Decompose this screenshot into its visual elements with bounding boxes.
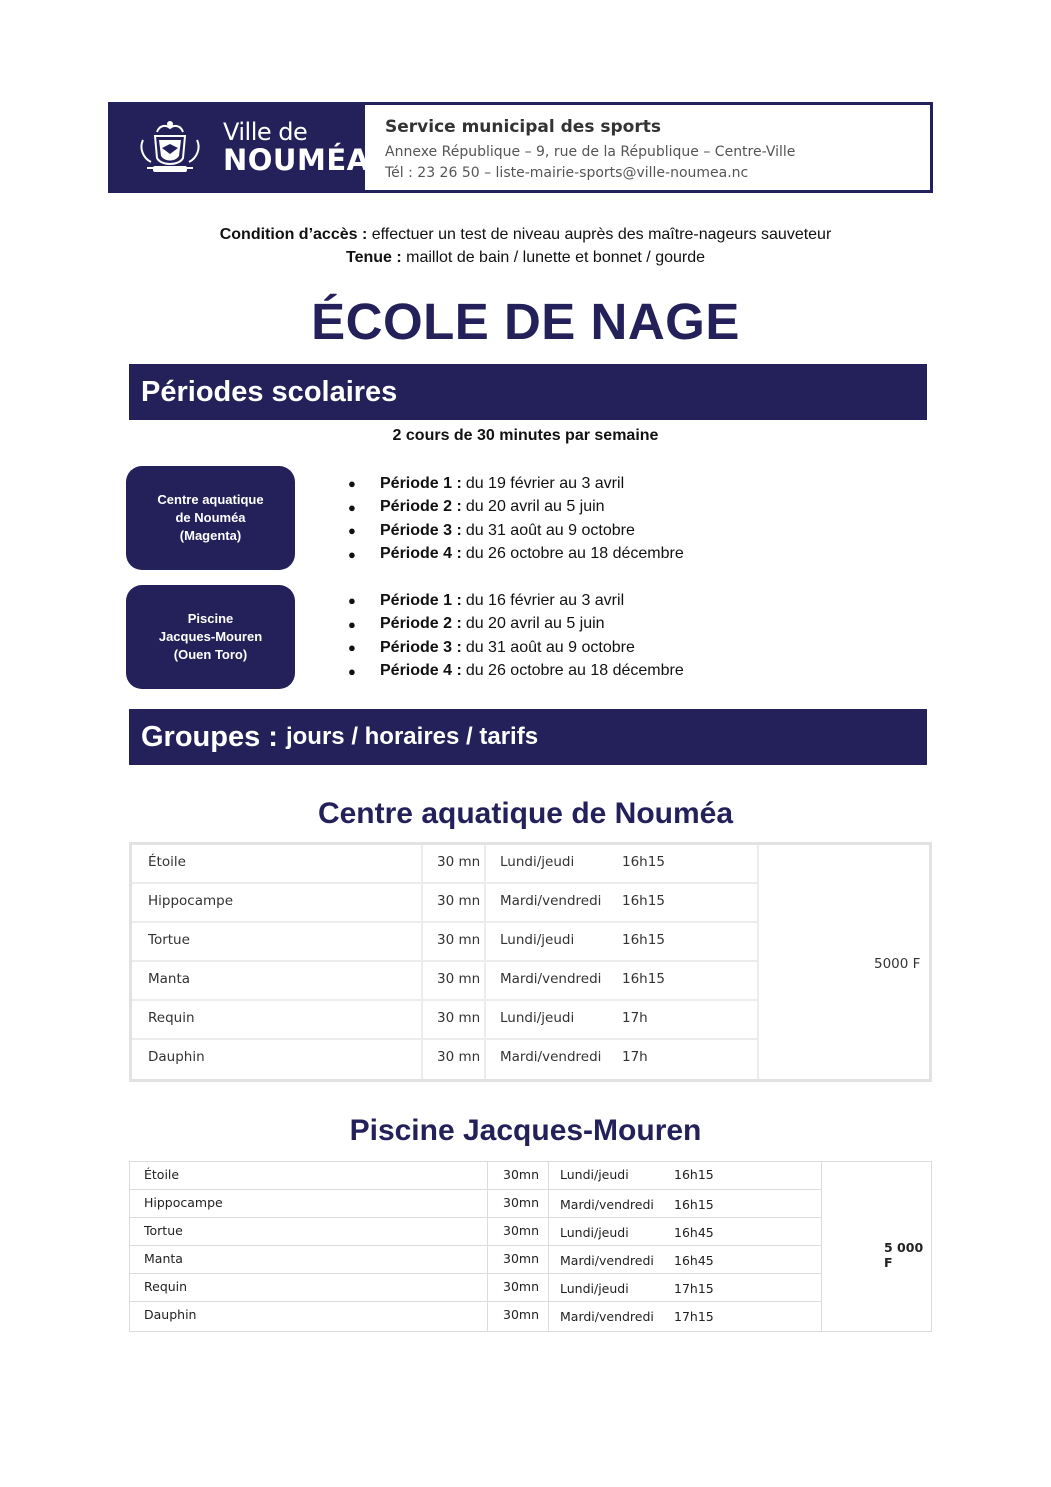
venue-name-line: (Ouen Toro) xyxy=(173,647,248,662)
table-row xyxy=(130,1218,822,1246)
table-row xyxy=(132,1001,757,1040)
days: Mardi/vendredi xyxy=(500,971,602,987)
duration: 30 mn xyxy=(437,893,481,909)
table-row xyxy=(132,923,757,962)
period-label: Période 3 : xyxy=(380,638,462,656)
time: 16h15 xyxy=(622,854,665,870)
table-row xyxy=(130,1162,822,1190)
group-name: Tortue xyxy=(144,1223,183,1238)
period-dates: du 31 août au 9 octobre xyxy=(465,638,635,656)
price: 5 000 F xyxy=(884,1240,924,1270)
venue-name-line: Piscine xyxy=(187,611,234,626)
period-item xyxy=(348,519,684,543)
period-item xyxy=(348,543,684,567)
period-list-piscine xyxy=(348,589,684,683)
period-list-centre-aquatique xyxy=(348,472,684,566)
period-label: Période 3 : xyxy=(380,521,462,539)
venue-badge-piscine-jacques-mouren xyxy=(126,585,295,689)
group-name: Tortue xyxy=(148,932,190,948)
days: Mardi/vendredi xyxy=(560,1253,654,1268)
period-dates: du 31 août au 9 octobre xyxy=(465,521,635,539)
days: Mardi/vendredi xyxy=(560,1197,654,1212)
group-name: Requin xyxy=(144,1279,188,1294)
group-name: Manta xyxy=(144,1251,183,1266)
days: Mardi/vendredi xyxy=(500,1049,602,1065)
days: Lundi/jeudi xyxy=(560,1225,629,1240)
table-row xyxy=(132,884,757,923)
period-label: Période 2 : xyxy=(380,498,462,516)
table-row xyxy=(130,1246,822,1274)
table-row xyxy=(132,845,757,884)
time: 16h15 xyxy=(622,971,665,987)
time: 16h15 xyxy=(674,1197,714,1212)
period-item xyxy=(348,613,684,637)
bullet-icon: ● xyxy=(348,640,356,656)
duration: 30mn xyxy=(503,1279,540,1294)
days: Lundi/jeudi xyxy=(500,1010,575,1026)
table-row xyxy=(130,1190,822,1218)
group-name: Dauphin xyxy=(144,1307,197,1322)
duration: 30mn xyxy=(503,1223,540,1238)
duration: 30 mn xyxy=(437,1010,481,1026)
days: Lundi/jeudi xyxy=(500,854,575,870)
service-contact: Tél : 23 26 50 – liste-mairie-sports@ville-noumea.nc xyxy=(385,165,749,181)
access-label: Condition d’accès : xyxy=(219,226,368,243)
city-logo xyxy=(111,105,370,190)
period-dates: du 26 octobre au 18 décembre xyxy=(465,662,684,680)
venue-name-line: (Magenta) xyxy=(179,528,242,543)
duration: 30 mn xyxy=(437,932,481,948)
groups-heading: Groupes : xyxy=(141,720,278,753)
periods-subtitle: 2 cours de 30 minutes par semaine xyxy=(392,427,659,444)
schedule-table-centre-aquatique xyxy=(129,842,932,1082)
duration: 30mn xyxy=(503,1195,540,1210)
period-label: Période 1 : xyxy=(380,474,462,492)
group-name: Hippocampe xyxy=(148,893,234,909)
periods-banner xyxy=(129,364,927,420)
bullet-icon: ● xyxy=(348,616,356,632)
time: 16h15 xyxy=(674,1167,714,1182)
duration: 30mn xyxy=(503,1251,540,1266)
period-dates: du 26 octobre au 18 décembre xyxy=(465,545,684,563)
group-name: Étoile xyxy=(144,1167,180,1182)
duration: 30 mn xyxy=(437,1049,481,1065)
table1-title: Centre aquatique de Nouméa xyxy=(317,797,734,830)
service-title: Service municipal des sports xyxy=(385,117,661,137)
periods-heading: Périodes scolaires xyxy=(141,375,398,408)
period-dates: du 19 février au 3 avril xyxy=(465,474,625,492)
group-name: Dauphin xyxy=(148,1049,205,1065)
duration: 30mn xyxy=(503,1167,540,1182)
duration: 30mn xyxy=(503,1307,540,1322)
period-dates: du 20 avril au 5 juin xyxy=(465,498,605,516)
group-name: Hippocampe xyxy=(144,1195,223,1210)
page-title: ÉCOLE DE NAGE xyxy=(311,293,740,350)
table-divider xyxy=(757,845,759,1079)
group-name: Étoile xyxy=(148,854,186,870)
bullet-icon: ● xyxy=(348,476,356,492)
schedule-table-piscine xyxy=(129,1161,932,1332)
service-info xyxy=(365,105,795,190)
venue-badge-centre-aquatique xyxy=(126,466,295,570)
tenue-label: Tenue : xyxy=(345,249,402,266)
period-item xyxy=(348,636,684,660)
period-label: Période 4 : xyxy=(380,662,462,680)
bullet-icon: ● xyxy=(348,663,356,679)
days: Lundi/jeudi xyxy=(560,1281,629,1296)
time: 16h45 xyxy=(674,1253,714,1268)
table-row xyxy=(130,1302,822,1330)
tenue-line xyxy=(0,246,1051,269)
venue-name-line: Jacques-Mouren xyxy=(158,629,263,644)
time: 17h xyxy=(622,1010,648,1026)
period-item xyxy=(348,472,684,496)
bullet-icon: ● xyxy=(348,546,356,562)
time: 17h15 xyxy=(674,1281,714,1296)
access-condition-line xyxy=(0,223,1051,246)
days: Mardi/vendredi xyxy=(500,893,602,909)
days: Lundi/jeudi xyxy=(500,932,575,948)
page-header xyxy=(108,102,933,193)
duration: 30 mn xyxy=(437,854,481,870)
table-row xyxy=(132,1040,757,1079)
time: 17h xyxy=(622,1049,648,1065)
tenue-text: maillot de bain / lunette et bonnet / gourde xyxy=(401,249,706,266)
time: 17h15 xyxy=(674,1309,714,1324)
duration: 30 mn xyxy=(437,971,481,987)
period-label: Période 4 : xyxy=(380,545,462,563)
days: Mardi/vendredi xyxy=(560,1309,654,1324)
bullet-icon: ● xyxy=(348,593,356,609)
access-text: effectuer un test de niveau auprès des maître-nageurs sauveteur xyxy=(367,226,832,243)
logo-line2: NOUMÉA xyxy=(223,143,370,177)
groups-heading-sub: jours / horaires / tarifs xyxy=(285,723,539,750)
price: 5000 F xyxy=(874,956,921,972)
group-name: Manta xyxy=(148,971,191,987)
period-label: Période 2 : xyxy=(380,615,462,633)
bullet-icon: ● xyxy=(348,523,356,539)
access-conditions xyxy=(0,223,1051,269)
city-crest-icon xyxy=(135,118,205,178)
time: 16h15 xyxy=(622,932,665,948)
table-row xyxy=(130,1274,822,1302)
days: Lundi/jeudi xyxy=(560,1167,629,1182)
table2-title: Piscine Jacques-Mouren xyxy=(349,1114,702,1147)
time: 16h45 xyxy=(674,1225,714,1240)
period-dates: du 16 février au 3 avril xyxy=(465,591,625,609)
service-address: Annexe République – 9, rue de la République – Centre-Ville xyxy=(385,144,796,160)
venue-name-line: de Nouméa xyxy=(175,510,246,525)
groups-banner xyxy=(129,709,927,765)
time: 16h15 xyxy=(622,893,665,909)
table-row xyxy=(132,962,757,1001)
logo-line1: Ville de xyxy=(223,118,308,146)
period-label: Période 1 : xyxy=(380,591,462,609)
venue-name-line: Centre aquatique xyxy=(157,492,264,507)
period-dates: du 20 avril au 5 juin xyxy=(465,615,605,633)
bullet-icon: ● xyxy=(348,499,356,515)
period-item xyxy=(348,589,684,613)
period-item xyxy=(348,496,684,520)
group-name: Requin xyxy=(148,1010,195,1026)
period-item xyxy=(348,660,684,684)
